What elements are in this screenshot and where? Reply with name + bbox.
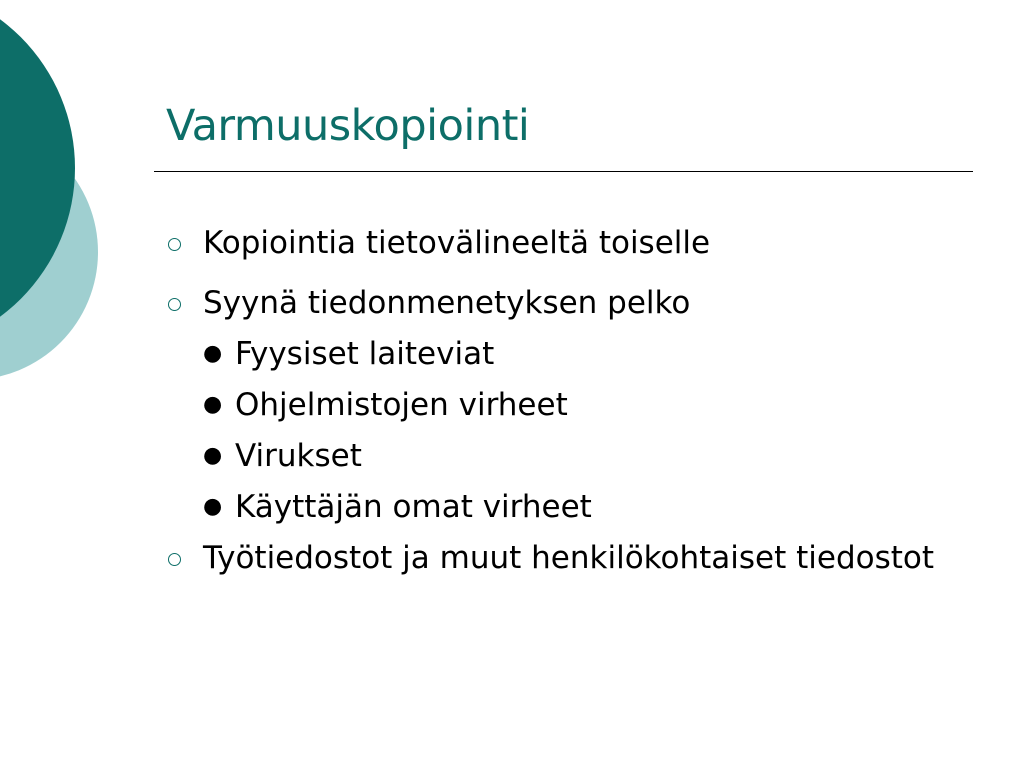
bullet-list bbox=[160, 222, 980, 579]
sub-bullet-text: Ohjelmistojen virheet bbox=[235, 387, 568, 423]
decorative-circles bbox=[0, 0, 110, 400]
filled-dot-icon: ● bbox=[203, 392, 223, 417]
slide-title: Varmuuskopiointi bbox=[166, 101, 530, 151]
bullet-text: Kopiointia tietovälineeltä toiselle bbox=[203, 225, 711, 261]
bullet-item bbox=[160, 282, 980, 324]
sub-bullet-item bbox=[160, 435, 980, 477]
sub-bullet-text: Käyttäjän omat virheet bbox=[235, 489, 592, 525]
bullet-text: Syynä tiedonmenetyksen pelko bbox=[203, 285, 691, 321]
sub-bullet-item bbox=[160, 333, 980, 375]
bullet-item bbox=[160, 222, 980, 264]
bullet-text: Työtiedostot ja muut henkilökohtaiset tiedostot bbox=[203, 540, 935, 576]
sub-bullet-item bbox=[160, 486, 980, 528]
bullet-item bbox=[160, 537, 980, 579]
sub-bullet-text: Fyysiset laiteviat bbox=[235, 336, 495, 372]
sub-bullet-item bbox=[160, 384, 980, 426]
circle-outline-icon bbox=[168, 553, 181, 566]
title-divider bbox=[154, 171, 973, 172]
circle-outline-icon bbox=[168, 298, 181, 311]
filled-dot-icon: ● bbox=[203, 494, 223, 519]
filled-dot-icon: ● bbox=[203, 443, 223, 468]
circle-outline-icon bbox=[168, 238, 181, 251]
sub-bullet-text: Virukset bbox=[235, 438, 362, 474]
filled-dot-icon: ● bbox=[203, 341, 223, 366]
